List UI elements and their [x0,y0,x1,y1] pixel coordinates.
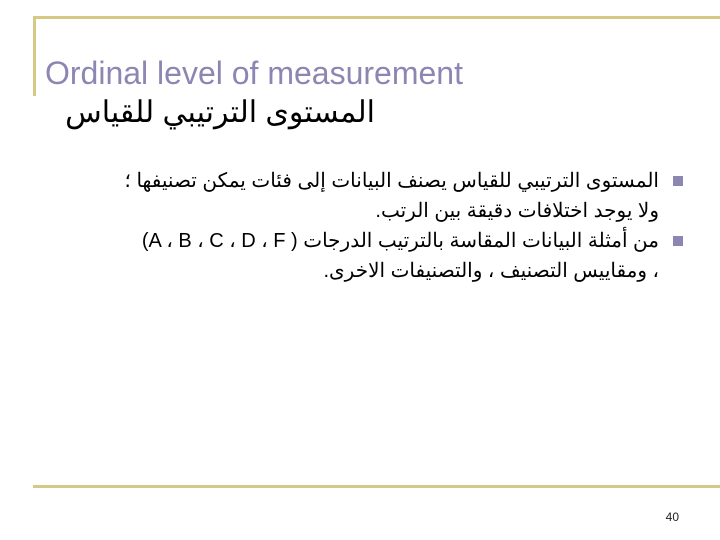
bullet-item [36,166,683,226]
bullet-line: ، ومقاييس التصنيف ، والتصنيفات الاخرى. [323,260,659,282]
bullet-text [36,226,683,286]
bullet-text [36,166,683,226]
square-bullet-icon [673,236,683,246]
page-number: 40 [665,510,679,524]
bullet-list [36,166,683,286]
bullet-line: ولا يوجد اختلافات دقيقة بين الرتب. [375,200,659,222]
slide-title: Ordinal level of measurement [45,55,463,91]
square-bullet-icon [673,176,683,186]
slide-subtitle: المستوى الترتيبي للقياس [65,96,375,129]
bullet-line: المستوى الترتيبي للقياس يصنف البيانات إلى فئات يمكن تصنيفها ؛ [124,170,659,192]
frame-bottom-line [33,485,720,488]
bullet-line: من أمثلة البيانات المقاسة بالترتيب الدرجات ( A ، B ، C ، D ، F) [141,230,659,252]
frame-left-line [33,16,36,96]
bullet-item [36,226,683,286]
frame-top-line [33,16,720,19]
